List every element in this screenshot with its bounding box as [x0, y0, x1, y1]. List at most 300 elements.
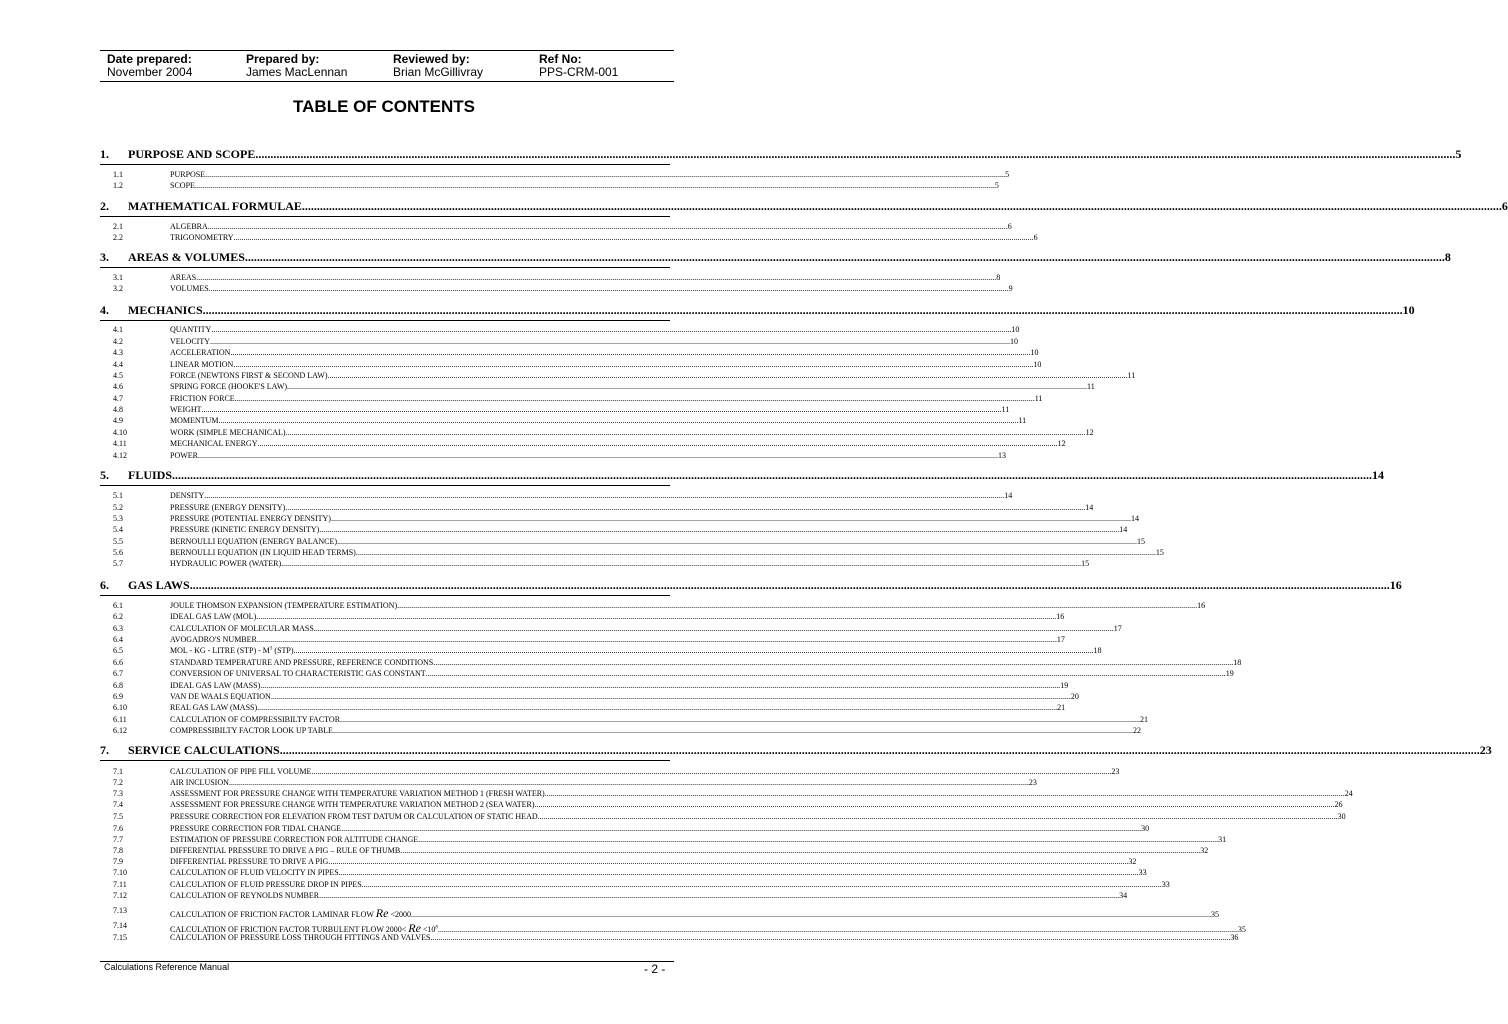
- toc-subsection-number: 4.4: [113, 360, 123, 369]
- toc-section-underline: [100, 164, 670, 165]
- toc-subsection-page: 8: [996, 273, 1001, 282]
- toc-dot-leader: [285, 503, 1085, 512]
- toc-subsection-entry[interactable]: [113, 273, 1001, 284]
- toc-subsection-title-text: CALCULATION OF PRESSURE LOSS THROUGH FITTINGS AND VALVES: [170, 933, 431, 942]
- toc-subsection-title: [170, 284, 209, 293]
- toc-subsection-number: 6.8: [113, 681, 123, 690]
- toc-subsection-title: [170, 559, 281, 568]
- toc-dot-leader: [538, 812, 1338, 821]
- toc-section-number: 3.: [100, 250, 109, 264]
- toc-subsection-entry[interactable]: [113, 405, 1010, 416]
- toc-dot-leader: [230, 348, 1030, 357]
- toc-subsection-number: 4.7: [113, 394, 123, 403]
- toc-subsection-page: 21: [1140, 715, 1149, 724]
- toc-subsection-title: [170, 503, 285, 512]
- toc-subsection-page: 36: [1230, 933, 1239, 942]
- toc-subsection-entry[interactable]: [113, 439, 1066, 450]
- toc-section-underline: [100, 320, 670, 321]
- toc-subsection-page: 12: [1085, 428, 1094, 437]
- toc-subsection-page: 23: [1111, 767, 1120, 776]
- toc-section-entry[interactable]: [100, 578, 1402, 593]
- toc-section-underline: [100, 595, 670, 596]
- toc-subsection-title: [170, 933, 430, 942]
- toc-subsection-entry[interactable]: [113, 325, 1020, 336]
- toc-subsection-title: [170, 726, 333, 735]
- toc-dot-leader: [198, 451, 998, 460]
- toc-subsection-page: 10: [1011, 325, 1020, 334]
- toc-dot-leader: [341, 824, 1141, 833]
- toc-section-entry[interactable]: [100, 199, 1508, 214]
- toc-subsection-number: 6.12: [113, 726, 127, 735]
- ref-no-label: Ref No:: [539, 52, 582, 66]
- toc-subsection-title: [170, 778, 229, 787]
- toc-subsection-page: 35: [1210, 910, 1219, 919]
- toc-subsection-entry[interactable]: [113, 624, 1122, 635]
- toc-subsection-title: [170, 669, 426, 678]
- toc-dot-leader: [257, 703, 1057, 712]
- toc-subsection-entry[interactable]: [113, 635, 1065, 646]
- toc-subsection-entry[interactable]: [113, 428, 1094, 439]
- toc-subsection-number: 3.2: [113, 284, 123, 293]
- toc-subsection-number: 6.10: [113, 703, 127, 712]
- toc-section-page: 5: [1455, 147, 1462, 161]
- toc-subsection-page: 26: [1334, 800, 1343, 809]
- toc-subsection-number: 5.6: [113, 548, 123, 557]
- toc-subsection-page: 32: [1200, 846, 1209, 855]
- toc-subsection-entry[interactable]: [113, 681, 1069, 692]
- toc-subsection-title: [170, 857, 328, 866]
- toc-subsection-title-text: PRESSURE (ENERGY DENSITY): [170, 503, 286, 512]
- toc-dot-leader: [545, 789, 1345, 798]
- toc-subsection-page: 15: [1137, 537, 1146, 546]
- toc-dot-leader: [190, 578, 1390, 593]
- toc-subsection-title-text: CONVERSION OF UNIVERSAL TO CHARACTERISTIC GAS CONSTANT: [170, 669, 426, 678]
- toc-subsection-entry[interactable]: [113, 416, 1027, 427]
- toc-subsection-title-suffix: <2000: [388, 910, 411, 919]
- toc-subsection-entry[interactable]: [113, 835, 1227, 846]
- toc-section-entry[interactable]: [100, 250, 1451, 265]
- toc-dot-leader: [319, 891, 1119, 900]
- toc-subsection-entry[interactable]: [113, 514, 1139, 525]
- toc-subsection-page: 10: [1030, 348, 1039, 357]
- toc-subsection-title-text: ASSESSMENT FOR PRESSURE CHANGE WITH TEMPERATURE VARIATION METHOD 2 (SEA WATER): [170, 800, 535, 809]
- toc-dot-leader: [255, 147, 1455, 162]
- toc-subsection-number: 7.3: [113, 789, 123, 798]
- toc-subsection-number: 7.10: [113, 868, 127, 877]
- toc-subsection-page: 17: [1113, 624, 1122, 633]
- toc-subsection-title: [170, 891, 319, 900]
- toc-dot-leader: [229, 778, 1029, 787]
- toc-subsection-number: 5.4: [113, 525, 123, 534]
- toc-subsection-title-text: FRICTION FORCE: [170, 394, 235, 403]
- ref-no-value: PPS-CRM-001: [539, 65, 619, 79]
- prepared-by-value: James MacLennan: [246, 65, 348, 79]
- toc-subsection-entry[interactable]: [113, 371, 1136, 382]
- toc-subsection-number: 5.3: [113, 514, 123, 523]
- toc-subsection-page: 14: [1130, 514, 1139, 523]
- toc-section-page: 14: [1372, 468, 1385, 482]
- toc-subsection-page: 35: [1237, 925, 1246, 934]
- toc-subsection-entry[interactable]: [113, 812, 1346, 823]
- toc-dot-leader: [534, 800, 1334, 809]
- toc-subsection-title: [170, 880, 362, 889]
- toc-subsection-title-text: MECHANICAL ENERGY: [170, 439, 258, 448]
- toc-subsection-entry[interactable]: [113, 360, 1042, 371]
- toc-dot-leader: [319, 525, 1119, 534]
- toc-section-title: MATHEMATICAL FORMULAE: [128, 199, 302, 213]
- toc-subsection-title-text: PRESSURE CORRECTION FOR TIDAL CHANGE: [170, 824, 342, 833]
- toc-dot-leader: [418, 835, 1218, 844]
- toc-subsection-title-text: VELOCITY: [170, 337, 210, 346]
- toc-subsection-title-text: COMPRESSIBILTY FACTOR LOOK UP TABLE: [170, 726, 333, 735]
- toc-dot-leader: [203, 303, 1403, 318]
- toc-subsection-page: 5: [994, 181, 999, 190]
- toc-subsection-title-text: BERNOULLI EQUATION (ENERGY BALANCE): [170, 537, 338, 546]
- toc-dot-leader: [433, 658, 1233, 667]
- toc-subsection-title-text: LINEAR MOTION: [170, 360, 234, 369]
- footer-manual-name: Calculations Reference Manual: [104, 962, 230, 972]
- toc-subsection-title: [170, 846, 400, 855]
- toc-dot-leader: [411, 910, 1211, 919]
- toc-subsection-entry[interactable]: [113, 382, 1095, 393]
- toc-subsection-page: 14: [1004, 491, 1013, 500]
- toc-dot-leader: [302, 199, 1502, 214]
- toc-subsection-entry[interactable]: [113, 726, 1141, 737]
- toc-subsection-title-text: AREAS: [170, 273, 197, 282]
- toc-subsection-title-text: SPRING FORCE (HOOKE'S LAW): [170, 382, 288, 391]
- toc-subsection-title: [170, 222, 208, 231]
- toc-section-title: FLUIDS: [128, 468, 173, 482]
- toc-dot-leader: [172, 468, 1372, 483]
- toc-subsection-entry[interactable]: [113, 692, 1079, 703]
- toc-dot-leader: [333, 726, 1133, 735]
- toc-section-page: 23: [1479, 743, 1492, 757]
- toc-section-entry[interactable]: [100, 468, 1385, 483]
- toc-section-title: MECHANICS: [128, 303, 203, 317]
- toc-section-entry[interactable]: [100, 147, 1462, 162]
- toc-subsection-title-text: MOMENTUM: [170, 416, 219, 425]
- toc-subsection-title-text: CALCULATION OF REYNOLDS NUMBER: [170, 891, 320, 900]
- toc-subsection-title-text: IDEAL GAS LAW (MOL): [170, 612, 257, 621]
- toc-subsection-entry[interactable]: [113, 284, 1013, 295]
- toc-subsection-number: 4.12: [113, 451, 127, 460]
- toc-section-number: 1.: [100, 147, 109, 161]
- toc-subsection-entry[interactable]: [113, 394, 1043, 405]
- toc-subsection-title: [170, 715, 340, 724]
- toc-subsection-title: [170, 824, 341, 833]
- toc-subsection-page: 31: [1218, 835, 1227, 844]
- toc-subsection-number: 6.4: [113, 635, 123, 644]
- toc-subsection-entry[interactable]: [113, 612, 1065, 623]
- toc-subsection-entry[interactable]: [113, 222, 1012, 233]
- toc-subsection-title: [170, 789, 545, 798]
- toc-subsection-title: [170, 812, 538, 821]
- toc-subsection-title-text: ACCELERATION: [170, 348, 231, 357]
- toc-subsection-title: [170, 416, 218, 425]
- toc-dot-leader: [340, 715, 1140, 724]
- toc-subsection-page: 34: [1119, 891, 1128, 900]
- toc-subsection-page: 11: [1127, 371, 1136, 380]
- toc-subsection-page: 20: [1070, 692, 1079, 701]
- toc-dot-leader: [280, 743, 1480, 758]
- toc-subsection-number: 4.9: [113, 416, 123, 425]
- toc-subsection-entry[interactable]: [113, 646, 1102, 657]
- toc-subsection-entry[interactable]: [113, 525, 1128, 536]
- reynolds-symbol: Re: [408, 921, 421, 935]
- toc-section-underline: [100, 267, 670, 268]
- page-title: TABLE OF CONTENTS: [293, 97, 475, 116]
- toc-subsection-title: [170, 348, 230, 357]
- toc-section-title: PURPOSE AND SCOPE: [128, 147, 256, 161]
- toc-subsection-entry[interactable]: [113, 537, 1146, 548]
- toc-subsection-title-text: DIFFERENTIAL PRESSURE TO DRIVE A PIG – RULE OF THUMB: [170, 846, 401, 855]
- toc-dot-leader: [311, 767, 1111, 776]
- toc-subsection-title-text: STANDARD TEMPERATURE AND PRESSURE, REFERENCE CONDITIONS: [170, 658, 434, 667]
- toc-dot-leader: [281, 559, 1081, 568]
- toc-subsection-title-text: QUANTITY: [170, 325, 212, 334]
- toc-dot-leader: [356, 548, 1156, 557]
- toc-subsection-page: 14: [1085, 503, 1094, 512]
- toc-subsection-title: [170, 635, 257, 644]
- toc-subsection-number: 7.5: [113, 812, 123, 821]
- toc-dot-leader: [397, 601, 1197, 610]
- toc-subsection-number: 6.1: [113, 601, 123, 610]
- toc-subsection-page: 18: [1093, 646, 1102, 655]
- toc-subsection-title: [170, 868, 339, 877]
- toc-subsection-page: 14: [1119, 525, 1128, 534]
- toc-subsection-entry[interactable]: [113, 824, 1150, 835]
- toc-subsection-title-text: POWER: [170, 451, 198, 460]
- toc-subsection-entry[interactable]: [113, 789, 1353, 800]
- toc-subsection-title: [170, 233, 234, 242]
- toc-subsection-entry[interactable]: [113, 181, 999, 192]
- toc-dot-leader: [328, 371, 1128, 380]
- toc-subsection-page: 10: [1033, 360, 1042, 369]
- toc-dot-leader: [204, 491, 1004, 500]
- toc-section-underline: [100, 760, 670, 761]
- toc-subsection-title: [170, 428, 286, 437]
- toc-subsection-title: [170, 371, 328, 380]
- toc-subsection-number: 7.15: [113, 933, 127, 942]
- toc-subsection-entry[interactable]: [113, 933, 1239, 944]
- prepared-by-label: Prepared by:: [246, 52, 320, 66]
- toc-subsection-entry[interactable]: [113, 891, 1128, 902]
- toc-subsection-number: 2.2: [113, 233, 123, 242]
- toc-subsection-title-text: IDEAL GAS LAW (MASS): [170, 681, 261, 690]
- toc-subsection-title: [170, 525, 319, 534]
- toc-subsection-number: 4.3: [113, 348, 123, 357]
- toc-subsection-page: 15: [1081, 559, 1090, 568]
- toc-subsection-entry[interactable]: [113, 451, 1006, 462]
- toc-subsection-number: 1.2: [113, 181, 123, 190]
- toc-subsection-entry[interactable]: [113, 767, 1120, 778]
- toc-dot-leader: [233, 360, 1033, 369]
- toc-subsection-entry[interactable]: [113, 548, 1164, 559]
- toc-subsection-title: [170, 681, 260, 690]
- toc-subsection-entry[interactable]: [113, 348, 1039, 359]
- toc-subsection-number: 7.12: [113, 891, 127, 900]
- toc-subsection-number: 7.2: [113, 778, 123, 787]
- toc-subsection-entry[interactable]: [113, 503, 1094, 514]
- toc-subsection-title-text: PRESSURE (KINETIC ENERGY DENSITY): [170, 525, 320, 534]
- superscript: 3: [269, 646, 273, 652]
- toc-subsection-title-text: PRESSURE (POTENTIAL ENERGY DENSITY): [170, 514, 331, 523]
- toc-subsection-entry[interactable]: [113, 778, 1037, 789]
- toc-subsection-page: 19: [1225, 669, 1234, 678]
- toc-subsection-entry[interactable]: [113, 703, 1066, 714]
- toc-dot-leader: [208, 222, 1008, 231]
- toc-subsection-entry[interactable]: [113, 857, 1137, 868]
- toc-dot-leader: [209, 284, 1009, 293]
- toc-dot-leader: [210, 337, 1010, 346]
- toc-section-page: 16: [1389, 578, 1402, 592]
- toc-subsection-entry[interactable]: [113, 846, 1209, 857]
- toc-subsection-title-text: VOLUMES: [170, 284, 209, 293]
- toc-subsection-page: 15: [1155, 548, 1164, 557]
- toc-subsection-entry[interactable]: [113, 868, 1147, 879]
- date-prepared-value: November 2004: [107, 65, 193, 79]
- toc-subsection-entry[interactable]: [113, 800, 1343, 811]
- toc-subsection-title-text: ESTIMATION OF PRESSURE CORRECTION FOR ALTITUDE CHANGE: [170, 835, 419, 844]
- toc-subsection-title-text: CALCULATION OF FLUID PRESSURE DROP IN PIPES: [170, 880, 362, 889]
- toc-dot-leader: [314, 624, 1114, 633]
- toc-subsection-title-text: CALCULATION OF COMPRESSIBILTY FACTOR: [170, 715, 341, 724]
- toc-subsection-page: 33: [1138, 868, 1147, 877]
- toc-subsection-title: [170, 325, 211, 334]
- toc-subsection-number: 3.1: [113, 273, 123, 282]
- toc-subsection-number: 4.11: [113, 439, 127, 448]
- toc-subsection-page: 11: [1001, 405, 1010, 414]
- toc-subsection-entry[interactable]: [113, 715, 1149, 726]
- toc-subsection-title-text: TRIGONOMETRY: [170, 233, 234, 242]
- toc-subsection-title: [170, 800, 534, 809]
- toc-dot-leader: [294, 646, 1094, 655]
- toc-subsection-title: [170, 337, 210, 346]
- toc-subsection-number: 6.3: [113, 624, 123, 633]
- toc-subsection-number: 5.7: [113, 559, 123, 568]
- toc-dot-leader: [234, 233, 1034, 242]
- toc-section-number: 2.: [100, 199, 109, 213]
- toc-dot-leader: [245, 250, 1445, 265]
- toc-subsection-entry[interactable]: [113, 170, 1010, 181]
- toc-subsection-page: 23: [1028, 778, 1037, 787]
- toc-subsection-title-text: WORK (SIMPLE MECHANICAL): [170, 428, 286, 437]
- toc-subsection-page: 30: [1141, 824, 1150, 833]
- toc-subsection-title: [170, 703, 257, 712]
- toc-dot-leader: [337, 537, 1137, 546]
- toc-section-title: SERVICE CALCULATIONS: [128, 743, 280, 757]
- toc-dot-leader: [260, 681, 1060, 690]
- toc-subsection-title-text: DENSITY: [170, 491, 205, 500]
- toc-section-page: 8: [1444, 250, 1451, 264]
- toc-subsection-page: 6: [1007, 222, 1012, 231]
- toc-subsection-title: [170, 548, 356, 557]
- toc-section-entry[interactable]: [100, 743, 1492, 758]
- toc-section-page: 10: [1402, 303, 1415, 317]
- toc-dot-leader: [195, 181, 995, 190]
- toc-subsection-page: 33: [1161, 880, 1170, 889]
- toc-subsection-title-text: SCOPE: [170, 181, 195, 190]
- page-number: - 2 -: [644, 962, 666, 976]
- toc-subsection-title-text: ASSESSMENT FOR PRESSURE CHANGE WITH TEMPERATURE VARIATION METHOD 1 (FRESH WATER): [170, 789, 545, 798]
- toc-subsection-page: 13: [998, 451, 1006, 460]
- toc-subsection-title: [170, 170, 205, 179]
- toc-subsection-title: [170, 382, 287, 391]
- toc-subsection-entry[interactable]: [113, 233, 1038, 244]
- toc-subsection-title-text: PURPOSE: [170, 170, 206, 179]
- toc-subsection-title-text: CALCULATION OF MOLECULAR MASS: [170, 624, 314, 633]
- toc-subsection-title: [170, 537, 337, 546]
- toc-section-entry[interactable]: [100, 303, 1415, 318]
- toc-subsection-title: [170, 514, 331, 523]
- toc-subsection-entry[interactable]: [113, 906, 1219, 920]
- toc-subsection-title: [170, 767, 311, 776]
- toc-section-title: AREAS & VOLUMES: [128, 250, 245, 264]
- reynolds-symbol: Re: [375, 906, 389, 920]
- toc-subsection-number: 5.2: [113, 503, 123, 512]
- toc-subsection-entry[interactable]: [113, 337, 1018, 348]
- toc-subsection-entry[interactable]: [113, 601, 1206, 612]
- toc-subsection-entry[interactable]: [113, 491, 1013, 502]
- toc-subsection-title: [170, 451, 198, 460]
- toc-dot-leader: [257, 635, 1057, 644]
- toc-subsection-title-text: WEIGHT: [170, 405, 202, 414]
- toc-subsection-title-text: HYDRAULIC POWER (WATER): [170, 559, 282, 568]
- toc-subsection-number: 6.2: [113, 612, 123, 621]
- toc-subsection-title-text: ALGEBRA: [170, 222, 208, 231]
- toc-subsection-title: [170, 612, 256, 621]
- toc-subsection-title-text: PRESSURE CORRECTION FOR ELEVATION FROM TEST DATUM OR CALCULATION OF STATIC HEAD: [170, 812, 538, 821]
- toc-subsection-entry[interactable]: [113, 880, 1170, 891]
- reviewed-by-value: Brian McGillivray: [393, 65, 484, 79]
- toc-subsection-number: 7.7: [113, 835, 123, 844]
- toc-subsection-page: 22: [1132, 726, 1141, 735]
- toc-subsection-title: [170, 405, 202, 414]
- toc-subsection-number: 7.6: [113, 824, 123, 833]
- toc-subsection-title-text: CALCULATION OF FRICTION FACTOR LAMINAR FLOW: [170, 910, 376, 919]
- toc-subsection-title-text: AVOGADRO'S NUMBER: [170, 635, 257, 644]
- toc-subsection-page: 16: [1197, 601, 1206, 610]
- toc-subsection-title: [170, 692, 271, 701]
- toc-subsection-title: [170, 646, 294, 655]
- toc-dot-leader: [235, 394, 1035, 403]
- toc-subsection-title: [170, 181, 195, 190]
- toc-section-number: 7.: [100, 743, 109, 757]
- toc-subsection-number: 7.1: [113, 767, 123, 776]
- toc-subsection-page: 18: [1233, 658, 1242, 667]
- toc-subsection-entry[interactable]: [113, 669, 1234, 680]
- toc-dot-leader: [426, 669, 1226, 678]
- toc-subsection-entry[interactable]: [113, 658, 1242, 669]
- toc-subsection-page: 11: [1018, 416, 1027, 425]
- toc-subsection-entry[interactable]: [113, 921, 1246, 935]
- toc-section-underline: [100, 485, 670, 486]
- toc-subsection-page: 16: [1056, 612, 1065, 621]
- toc-subsection-number: 7.14: [113, 921, 127, 930]
- toc-subsection-number: 4.5: [113, 371, 123, 380]
- reviewed-by-label: Reviewed by:: [393, 52, 470, 66]
- toc-subsection-title-text: AIR INCLUSION: [170, 778, 229, 787]
- toc-subsection-title: [170, 360, 233, 369]
- toc-subsection-page: 24: [1344, 789, 1353, 798]
- toc-subsection-entry[interactable]: [113, 559, 1090, 570]
- toc-subsection-number: 7.11: [113, 880, 127, 889]
- toc-subsection-title-text: BERNOULLI EQUATION (IN LIQUID HEAD TERMS): [170, 548, 356, 557]
- toc-subsection-number: 4.8: [113, 405, 123, 414]
- toc-subsection-title-text: CALCULATION OF FLUID VELOCITY IN PIPES: [170, 868, 339, 877]
- toc-subsection-number: 7.9: [113, 857, 123, 866]
- toc-subsection-title-text: DIFFERENTIAL PRESSURE TO DRIVE A PIG: [170, 857, 329, 866]
